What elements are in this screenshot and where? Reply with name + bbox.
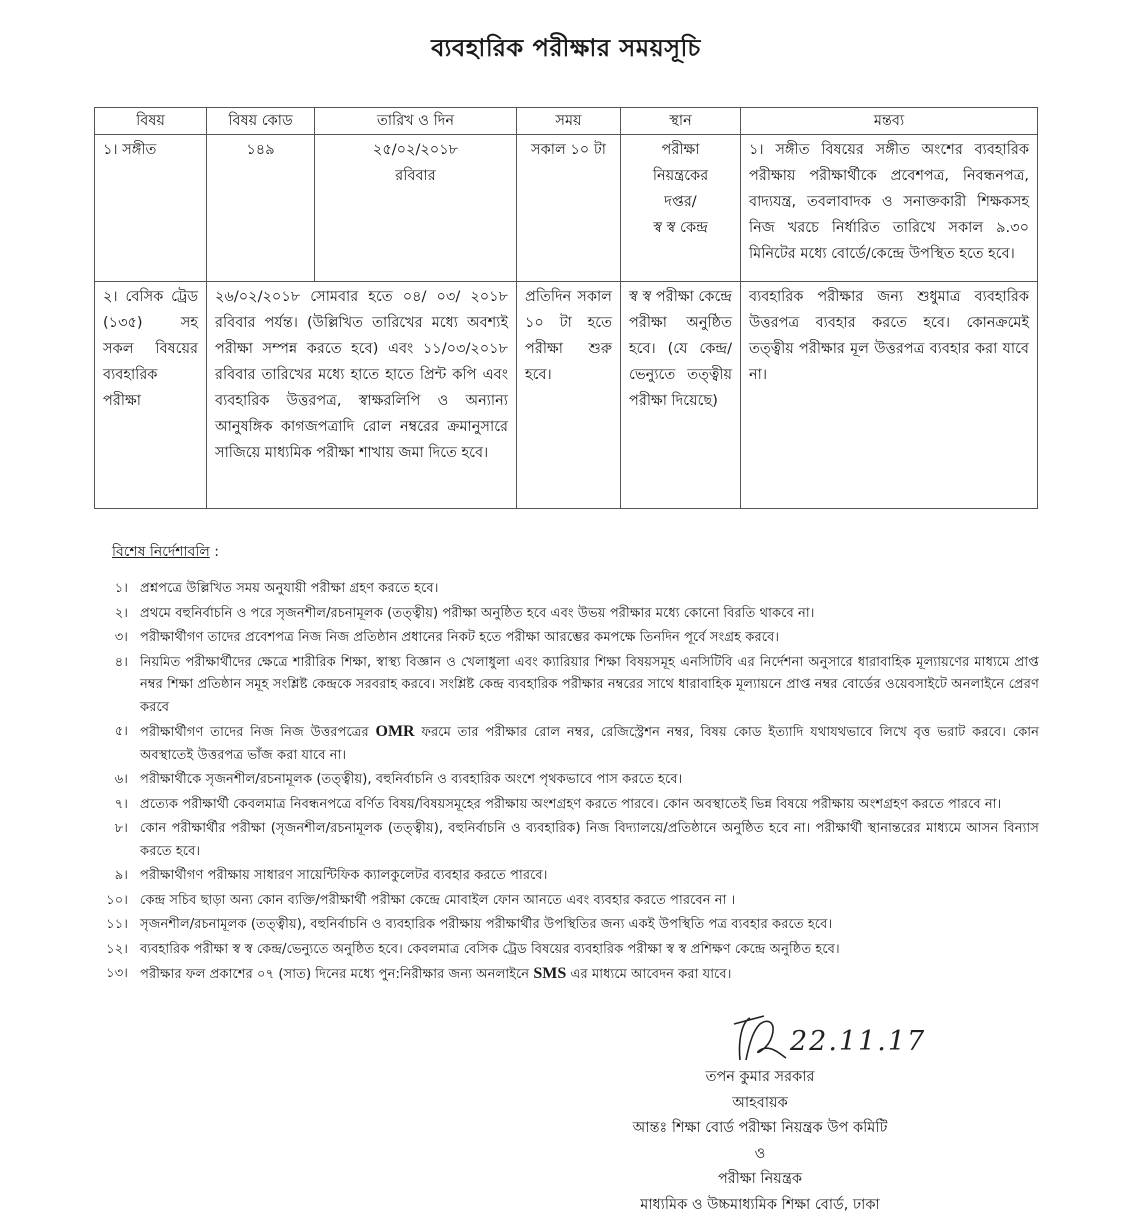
- item-text: প্রত্যেক পরীক্ষার্থী কেবলমাত্র নিবন্ধনপত্রে বর্ণিত বিষয়/বিষয়সমূহের পরীক্ষায় অংশগ্রহণ করতে পারবে। কোন অবস্থাতেই ভিন্ন বিষয়ে পরীক্ষায় অংশগ্রহণ করতে পারবে না।: [140, 796, 1002, 812]
- item-text: প্রশ্নপত্রে উল্লিখিত সময় অনুযায়ী পরীক্ষা গ্রহণ করতে হবে।: [140, 581, 439, 596]
- place-line: পরীক্ষা: [661, 142, 700, 158]
- instruction-item: [94, 721, 1039, 767]
- item-text-before: পরীক্ষার ফল প্রকাশের ০৭ (সাত) দিনের মধ্যে পুন:নিরীক্ষার জন্য অনলাইনে: [140, 967, 534, 982]
- item-number: ৫।: [114, 724, 128, 739]
- instruction-item: [94, 627, 1039, 650]
- item-text: পরীক্ষার্থীগণ পরীক্ষায় সাধারণ সায়েন্টিফিক ক্যালকুলেটর ব্যবহার করতে পারবে।: [140, 868, 548, 883]
- cell-remarks: ব্যবহারিক পরীক্ষার জন্য শুধুমাত্র ব্যবহারিক উত্তরপত্র ব্যবহার করতে হবে। কোনক্রমেই তত্ত্বীয় পরীক্ষার মূল উত্তরপত্র ব্যবহার করা যাবে না।: [741, 282, 1038, 509]
- item-text: কেন্দ্র সচিব ছাড়া অন্য কোন ব্যক্তি/পরীক্ষার্থী পরীক্ষা কেন্দ্রে মোবাইল ফোন আনতে এবং ব্যবহার করতে পারবেন না ।: [140, 892, 736, 908]
- cell-subject: ১। সঙ্গীত: [95, 135, 207, 282]
- instruction-item: [94, 818, 1039, 863]
- item-number: ১১।: [106, 917, 128, 932]
- item-number: ১২।: [106, 941, 128, 957]
- instruction-item: [94, 963, 1039, 987]
- cell-code: ১৪৯: [207, 135, 315, 282]
- document-title: ব্যবহারিক পরীক্ষার সময়সূচি: [431, 34, 701, 62]
- item-number: ১০।: [106, 892, 128, 908]
- date-text: ২৫/০২/২০১৮: [372, 142, 459, 158]
- instruction-item: [94, 890, 1039, 913]
- instruction-item: [94, 794, 1039, 817]
- cell-place: স্ব স্ব পরীক্ষা কেন্দ্রে পরীক্ষা অনুষ্ঠিত হবে। (যে কেন্দ্র/ ভেন্যুতে তত্ত্বীয় পরীক্ষা দিয়েছে): [621, 282, 741, 509]
- table-row: [95, 135, 1038, 282]
- item-text-before: পরীক্ষার্থীগণ তাদের নিজ নিজ উত্তরপত্রের: [140, 725, 376, 740]
- item-text-after: ফরমে তার পরীক্ষার রোল নম্বর, রেজিস্ট্রেশন নম্বর, বিষয় কোড ইত্যাদি যথাযথভাবে লিখে বৃত্ত ভরাট করবে। কোন অবস্থাতেই উত্তরপত্র ভাঁজ করা যাবে না।: [140, 725, 1039, 763]
- header-subject-code: বিষয় কোড: [207, 108, 315, 135]
- instruction-item: [94, 652, 1039, 720]
- instruction-item: [94, 939, 1039, 962]
- signatory-designation: পরীক্ষা নিয়ন্ত্রক: [717, 1171, 803, 1187]
- instruction-item: [94, 603, 1039, 626]
- instruction-item: [94, 865, 1039, 888]
- item-number: ২।: [114, 605, 128, 621]
- signatory-name: তপন কুমার সরকার: [705, 1069, 815, 1085]
- item-text: কোন পরীক্ষার্থীর পরীক্ষা (সৃজনশীল/রচনামূলক (তত্ত্বীয়), বহুনির্বাচনি ও ব্যবহারিক) নিজ বিদ্যালয়ে/প্রতিষ্ঠানে অনুষ্ঠিত হবে না। পরীক্ষার্থী স্থানান্তরের মাধ্যমে আসন বিন্যাস করতে হবে।: [140, 821, 1039, 859]
- signatory-conjunction: ও: [754, 1145, 766, 1162]
- signature-date: 22.11.17: [790, 1026, 927, 1057]
- table-row: [95, 282, 1038, 509]
- signatory-role: আহবায়ক: [732, 1094, 788, 1111]
- header-remarks: মন্তব্য: [741, 108, 1038, 135]
- place-line: দপ্তর/: [664, 194, 697, 210]
- place-line: স্ব স্ব কেন্দ্র: [653, 220, 708, 236]
- item-number: ৪।: [114, 654, 128, 670]
- cell-date-day: [315, 135, 517, 282]
- header-place: স্থান: [621, 108, 741, 135]
- item-text: পরীক্ষার্থীকে সৃজনশীল/রচনামূলক (তত্ত্বীয়), বহুনির্বাচনি ও ব্যবহারিক অংশে পৃথকভাবে পাস করতে হবে।: [140, 772, 683, 787]
- sms-emphasis: SMS: [533, 965, 567, 982]
- heading-text: বিশেষ নির্দেশাবলি: [112, 544, 210, 560]
- header-subject: বিষয়: [95, 108, 207, 135]
- item-number: ১।: [114, 581, 128, 596]
- cell-place: [621, 135, 741, 282]
- cell-subject: ২। বেসিক ট্রেড (১৩৫) সহ সকল বিষয়ের ব্যবহারিক পরীক্ষা: [95, 282, 207, 509]
- item-number: ১৩।: [106, 966, 128, 981]
- special-instructions-list: [94, 578, 1039, 989]
- header-time: সময়: [517, 108, 621, 135]
- instruction-item: [94, 769, 1039, 792]
- signatory-organization: মাধ্যমিক ও উচ্চমাধ্যমিক শিক্ষা বোর্ড, ঢাকা: [640, 1196, 880, 1213]
- cell-remarks: ১। সঙ্গীত বিষয়ের সঙ্গীত অংশের ব্যবহারিক পরীক্ষায় পরীক্ষার্থীকে প্রবেশপত্র, নিবন্ধনপত্র, বাদ্যযন্ত্র, তবলাবাদক ও সনাক্তকারী শিক্ষকসহ নিজ খরচে নির্ধারিত তারিখে সকাল ৯.৩০ মিনিটের মধ্যে বোর্ডে/কেন্দ্রে উপস্থিত হতে হবে।: [741, 135, 1038, 282]
- item-number: ৮।: [114, 821, 128, 836]
- item-text: সৃজনশীল/রচনামূলক (তত্ত্বীয়), বহুনির্বাচনি ও ব্যবহারিক পরীক্ষায় পরীক্ষার্থীর উপস্থিতির জন্য একই উপস্থিতি পত্র ব্যবহার করতে হবে।: [140, 917, 833, 932]
- place-line: নিয়ন্ত্রকের: [652, 168, 709, 184]
- heading-suffix: :: [209, 544, 219, 560]
- day-text: রবিবার: [395, 168, 436, 184]
- signature-block: [560, 1015, 960, 1218]
- cell-date-instructions: ২৬/০২/২০১৮ সোমবার হতে ০৪/ ০৩/ ২০১৮ রবিবার পর্যন্ত। (উল্লিখিত তারিখের মধ্যে অবশ্যই পরীক্ষা সম্পন্ন করতে হবে) এবং ১১/০৩/২০১৮ রবিবার তারিখের মধ্যে হাতে হাতে প্রিন্ট কপি এবং ব্যবহারিক উত্তরপত্র, স্বাক্ষরলিপি ও অন্যান্য আনুষঙ্গিক কাগজপত্রাদি রোল নম্বরের ক্রমানুসারে সাজিয়ে মাধ্যমিক পরীক্ষা শাখায় জমা দিতে হবে।: [207, 282, 517, 509]
- special-instructions-heading: [112, 540, 219, 564]
- table-header-row: [95, 108, 1038, 135]
- omr-emphasis: OMR: [375, 723, 415, 740]
- instruction-item: [94, 914, 1039, 937]
- item-number: ৬।: [114, 772, 128, 787]
- item-number: ৩।: [114, 630, 128, 645]
- item-text-after: এর মাধ্যমে আবেদন করা যাবে।: [566, 967, 732, 982]
- item-text: ব্যবহারিক পরীক্ষা স্ব স্ব কেন্দ্র/ভেন্যুতে অনুষ্ঠিত হবে। কেবলমাত্র বেসিক ট্রেড বিষয়ের ব্যবহারিক পরীক্ষা স্ব স্ব প্রশিক্ষণ কেন্দ্রে অনুষ্ঠিত হবে।: [140, 941, 840, 957]
- signatory-committee: আন্তঃ শিক্ষা বোর্ড পরীক্ষা নিয়ন্ত্রক উপ কমিটি: [632, 1120, 888, 1136]
- practical-exam-schedule-table: [94, 107, 1038, 509]
- item-text: নিয়মিত পরীক্ষার্থীদের ক্ষেত্রে শারীরিক শিক্ষা, স্বাস্থ্য বিজ্ঞান ও খেলাধুলা এবং ক্যারিয়ার শিক্ষা বিষয়সমূহ এনসিটিবি এর নির্দেশনা অনুসারে ধারাবাহিক মূল্যায়ণের মাধ্যমে প্রাপ্ত নম্বর শিক্ষা প্রতিষ্ঠান সমূহ সংশ্লিষ্ট কেন্দ্রকে সরবরাহ করবে। সংশ্লিষ্ট কেন্দ্র ব্যবহারিক পরীক্ষার নম্বরের সাথে ধারাবাহিক মূল্যায়নে প্রাপ্ত নম্বর বোর্ডের ওয়েবসাইটে অনলাইনে প্রেরণ করবে: [140, 654, 1039, 715]
- instruction-item: [94, 578, 1039, 601]
- cell-time: প্রতিদিন সকাল ১০ টা হতে পরীক্ষা শুরু হবে।: [517, 282, 621, 509]
- item-text: প্রথমে বহুনির্বাচনি ও পরে সৃজনশীল/রচনামূলক (তত্ত্বীয়) পরীক্ষা অনুষ্ঠিত হবে এবং উভয় পরীক্ষার মধ্যে কোনো বিরতি থাকবে না।: [140, 605, 815, 621]
- item-text: পরীক্ষার্থীগণ তাদের প্রবেশপত্র নিজ নিজ প্রতিষ্ঠান প্রধানের নিকট হতে পরীক্ষা আরম্ভের কমপক্ষে তিনদিন পূর্বে সংগ্রহ করবে।: [140, 630, 780, 645]
- item-number: ৯।: [114, 868, 128, 883]
- cell-time: সকাল ১০ টা: [517, 135, 621, 282]
- header-date-day: তারিখ ও দিন: [315, 108, 517, 135]
- item-number: ৭।: [114, 796, 128, 812]
